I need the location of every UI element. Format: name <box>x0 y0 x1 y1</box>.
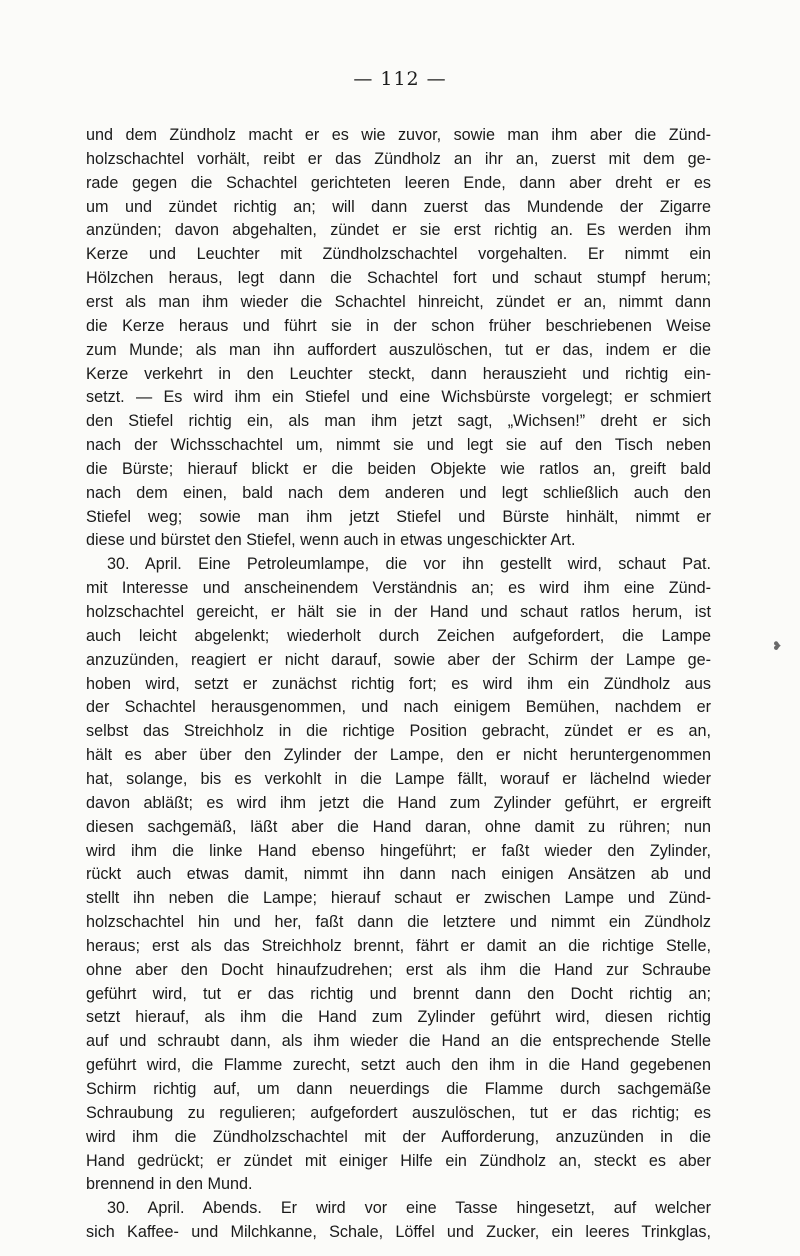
text-line: rückt auch etwas damit, nimmt ihn dann nach einigen Ansätzen ab und <box>86 865 711 884</box>
text-line: Hölzchen heraus, legt dann die Schachtel fort und schaut stumpf herum; <box>86 269 711 288</box>
text-line: zum Munde; als man ihn auffordert auszulöschen, tut er das, indem er die <box>86 340 711 359</box>
text-line: holzschachtel vorhält, reibt er das Zündholz an ihr an, zuerst mit dem ge- <box>86 149 711 168</box>
text-line: heraus; erst als das Streichholz brennt, fährt er damit an die richtige Stelle, <box>86 936 711 955</box>
text-line: rade gegen die Schachtel gerichteten leeren Ende, dann aber dreht er es <box>86 173 711 192</box>
text-line: diesen sachgemäß, läßt aber die Hand daran, ohne damit zu rühren; nun <box>86 817 711 836</box>
text-line: Hand gedrückt; er zündet mit einiger Hilfe ein Zündholz an, steckt es aber <box>86 1151 711 1170</box>
text-line: nach dem einen, bald nach dem anderen und legt schließlich auch den <box>86 483 711 502</box>
text-line: den Stiefel richtig ein, als man ihm jetzt sagt, „Wichsen!” dreht er sich <box>86 412 711 431</box>
text-line: holzschachtel hin und her, faßt dann die letztere und nimmt ein Zündholz <box>86 913 711 932</box>
text-line: hat, solange, bis es verkohlt in die Lampe fällt, worauf er lächelnd wieder <box>86 769 711 788</box>
text-line: stellt ihn neben die Lampe; hierauf schaut er zwischen Lampe und Zünd- <box>86 889 711 908</box>
text-line: mit Interesse und anscheinendem Verständnis an; es wird ihm eine Zünd- <box>86 579 711 598</box>
text-line: holzschachtel gereicht, er hält sie in der Hand und schaut ratlos herum, ist <box>86 603 711 621</box>
text-line: hält es aber über den Zylinder der Lampe, den er nicht heruntergenommen <box>86 746 711 765</box>
text-line: auf und schraubt dann, als ihm wieder die Hand an die entsprechende Stelle <box>86 1032 711 1051</box>
text-line: Schirm richtig auf, um dann neuerdings die Flamme durch sachgemäße <box>86 1080 711 1098</box>
text-line: ohne aber den Docht hinaufzudrehen; erst als ihm die Hand zur Schraube <box>86 960 711 979</box>
text-line: geführt wird, die Flamme zurecht, setzt auch den ihm in die Hand gegebenen <box>86 1056 711 1075</box>
text-line: diese und bürstet den Stiefel, wenn auch in etwas ungeschickter Art. <box>86 531 576 550</box>
text-line: setzt hierauf, als ihm die Hand zum Zylinder geführt wird, diesen richtig <box>86 1008 711 1027</box>
text-line: anzünden; davon abgehalten, zündet er sie erst richtig an. Es werden ihm <box>86 221 711 240</box>
text-line: 30. April. Eine Petroleumlampe, die vor ihn gestellt wird, schaut Pat. <box>107 555 711 574</box>
text-line: 30. April. Abends. Er wird vor eine Tasse hingesetzt, auf welcher <box>107 1199 711 1218</box>
text-line: wird ihm die Zündholzschachtel mit der Aufforderung, anzuzünden in die <box>86 1127 711 1146</box>
text-line: geführt wird, tut er das richtig und brennt dann den Docht richtig an; <box>86 984 711 1003</box>
text-line: Kerze verkehrt in den Leuchter steckt, dann herauszieht und richtig ein- <box>86 364 711 383</box>
text-line: anzuzünden, reagiert er nicht darauf, sowie aber der Schirm der Lampe ge- <box>86 650 711 669</box>
text-line: erst als man ihm wieder die Schachtel hinreicht, zündet er an, nimmt dann <box>86 292 711 311</box>
text-line: hoben wird, setzt er zunächst richtig fort; es wird ihm ein Zündholz aus <box>86 674 711 693</box>
text-line: die Kerze heraus und führt sie in der schon früher beschriebenen Weise <box>86 316 711 335</box>
text-line: die Bürste; hierauf blickt er die beiden Objekte wie ratlos an, greift bald <box>86 459 711 478</box>
text-line: und dem Zündholz macht er es wie zuvor, sowie man ihm aber die Zünd- <box>86 126 711 144</box>
page-number: — 112 — <box>353 68 447 90</box>
text-line: davon abläßt; es wird ihm jetzt die Hand zum Zylinder geführt, er ergreift <box>86 793 711 812</box>
text-line: auch leicht abgelenkt; wiederholt durch Zeichen aufgefordert, die Lampe <box>86 626 711 645</box>
text-line: brennend in den Mund. <box>86 1175 253 1194</box>
text-line: wird ihm die linke Hand ebenso hingeführt; er faßt wieder den Zylinder, <box>86 841 711 860</box>
text-line: Schraubung zu regulieren; aufgefordert auszulöschen, tut er das richtig; es <box>86 1103 711 1122</box>
text-line: Stiefel weg; sowie man ihm jetzt Stiefel und Bürste hinhält, nimmt er <box>86 507 711 526</box>
text-line: Kerze und Leuchter mit Zündholzschachtel vorgehalten. Er nimmt ein <box>86 245 711 264</box>
text-line: setzt. — Es wird ihm ein Stiefel und eine Wichsbürste vorgelegt; er schmiert <box>86 388 711 407</box>
text-line: um und zündet richtig an; will dann zuerst das Mundende der Zigarre <box>86 197 711 216</box>
margin-mark: ❥ <box>772 639 783 653</box>
text-line: sich Kaffee- und Milchkanne, Schale, Löffel und Zucker, ein leeres Trinkglas, <box>86 1223 711 1242</box>
text-line: der Schachtel herausgenommen, und nach einigem Bemühen, nachdem er <box>86 698 711 717</box>
text-line: selbst das Streichholz in die richtige Position gebracht, zündet er es an, <box>86 722 711 741</box>
text-line: nach der Wichsschachtel um, nimmt sie und legt sie auf den Tisch neben <box>86 436 711 455</box>
